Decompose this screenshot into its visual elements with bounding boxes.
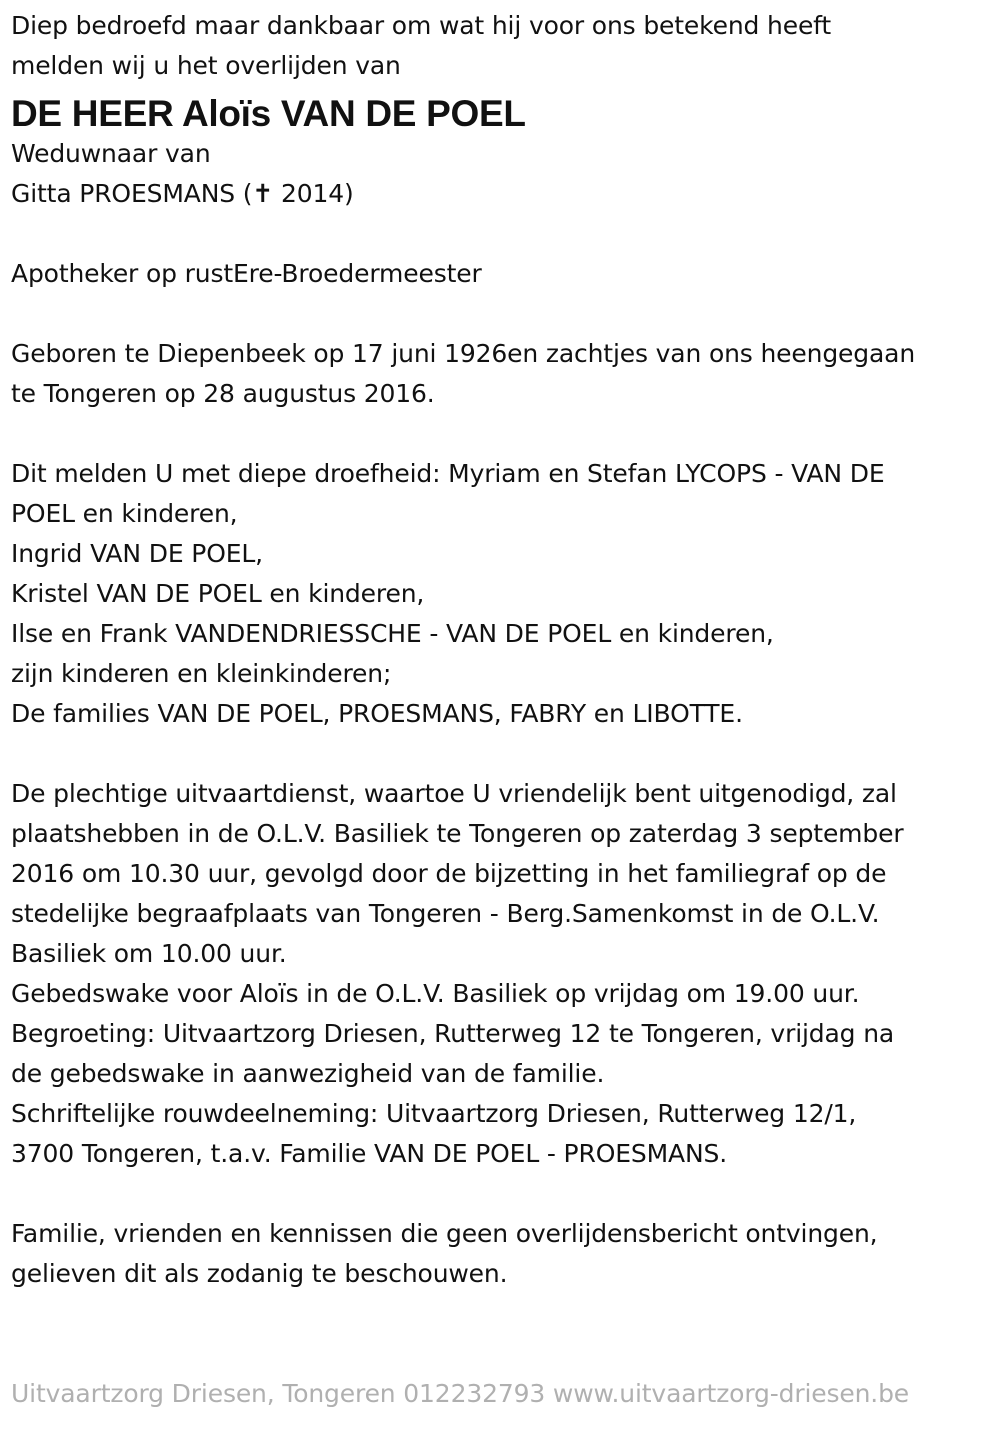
service-details (11, 774, 986, 1174)
obituary-notice (11, 6, 986, 1294)
service-line: stedelijke begraafplaats van Tongeren - Berg.Samenkomst in de O.L.V. (11, 899, 880, 928)
family-line: zijn kinderen en kleinkinderen; (11, 659, 392, 688)
birth-death-line: Geboren te Diepenbeek op 17 juni 1926en zachtjes van ons heengegaan (11, 339, 916, 368)
widower-line: Weduwnaar van (11, 139, 211, 168)
closing-line: gelieven dit als zodanig te beschouwen. (11, 1259, 508, 1288)
spacer (11, 414, 986, 454)
family-line: De families VAN DE POEL, PROESMANS, FABRY en LIBOTTE. (11, 699, 743, 728)
spacer (11, 214, 986, 254)
service-line: 2016 om 10.30 uur, gevolgd door de bijzetting in het familiegraf op de (11, 859, 887, 888)
widower-line: Gitta PROESMANS (✝ 2014) (11, 179, 354, 208)
spacer (11, 1174, 986, 1214)
widower-info (11, 134, 986, 214)
family-line: Ilse en Frank VANDENDRIESSCHE - VAN DE POEL en kinderen, (11, 619, 774, 648)
service-line: 3700 Tongeren, t.a.v. Familie VAN DE POEL - PROESMANS. (11, 1139, 728, 1168)
service-line: plaatshebben in de O.L.V. Basiliek te Tongeren op zaterdag 3 september (11, 819, 904, 848)
intro-line: Diep bedroefd maar dankbaar om wat hij voor ons betekend heeft (11, 11, 832, 40)
closing-text (11, 1214, 986, 1294)
family-announcement (11, 454, 986, 734)
birth-death-line: te Tongeren op 28 augustus 2016. (11, 379, 435, 408)
service-line: Basiliek om 10.00 uur. (11, 939, 287, 968)
closing-line: Familie, vrienden en kennissen die geen overlijdensbericht ontvingen, (11, 1219, 878, 1248)
family-line: POEL en kinderen, (11, 499, 238, 528)
family-line: Ingrid VAN DE POEL, (11, 539, 263, 568)
funeral-home-footer: Uitvaartzorg Driesen, Tongeren 012232793 www.uitvaartzorg-driesen.be (11, 1379, 910, 1408)
intro-line: melden wij u het overlijden van (11, 51, 401, 80)
profession-text: Apotheker op rustEre-Broedermeester (11, 259, 482, 288)
spacer (11, 294, 986, 334)
family-line: Dit melden U met diepe droefheid: Myriam en Stefan LYCOPS - VAN DE (11, 459, 885, 488)
intro-text (11, 6, 986, 86)
service-line: Gebedswake voor Aloïs in de O.L.V. Basiliek op vrijdag om 19.00 uur. (11, 979, 860, 1008)
service-line: Schriftelijke rouwdeelneming: Uitvaartzorg Driesen, Rutterweg 12/1, (11, 1099, 857, 1128)
birth-death-info (11, 334, 986, 414)
service-line: Begroeting: Uitvaartzorg Driesen, Rutterweg 12 te Tongeren, vrijdag na (11, 1019, 895, 1048)
service-line: De plechtige uitvaartdienst, waartoe U vriendelijk bent uitgenodigd, zal (11, 779, 897, 808)
deceased-name: DE HEER Aloïs VAN DE POEL (11, 93, 526, 134)
service-line: de gebedswake in aanwezigheid van de familie. (11, 1059, 605, 1088)
spacer (11, 734, 986, 774)
family-line: Kristel VAN DE POEL en kinderen, (11, 579, 425, 608)
